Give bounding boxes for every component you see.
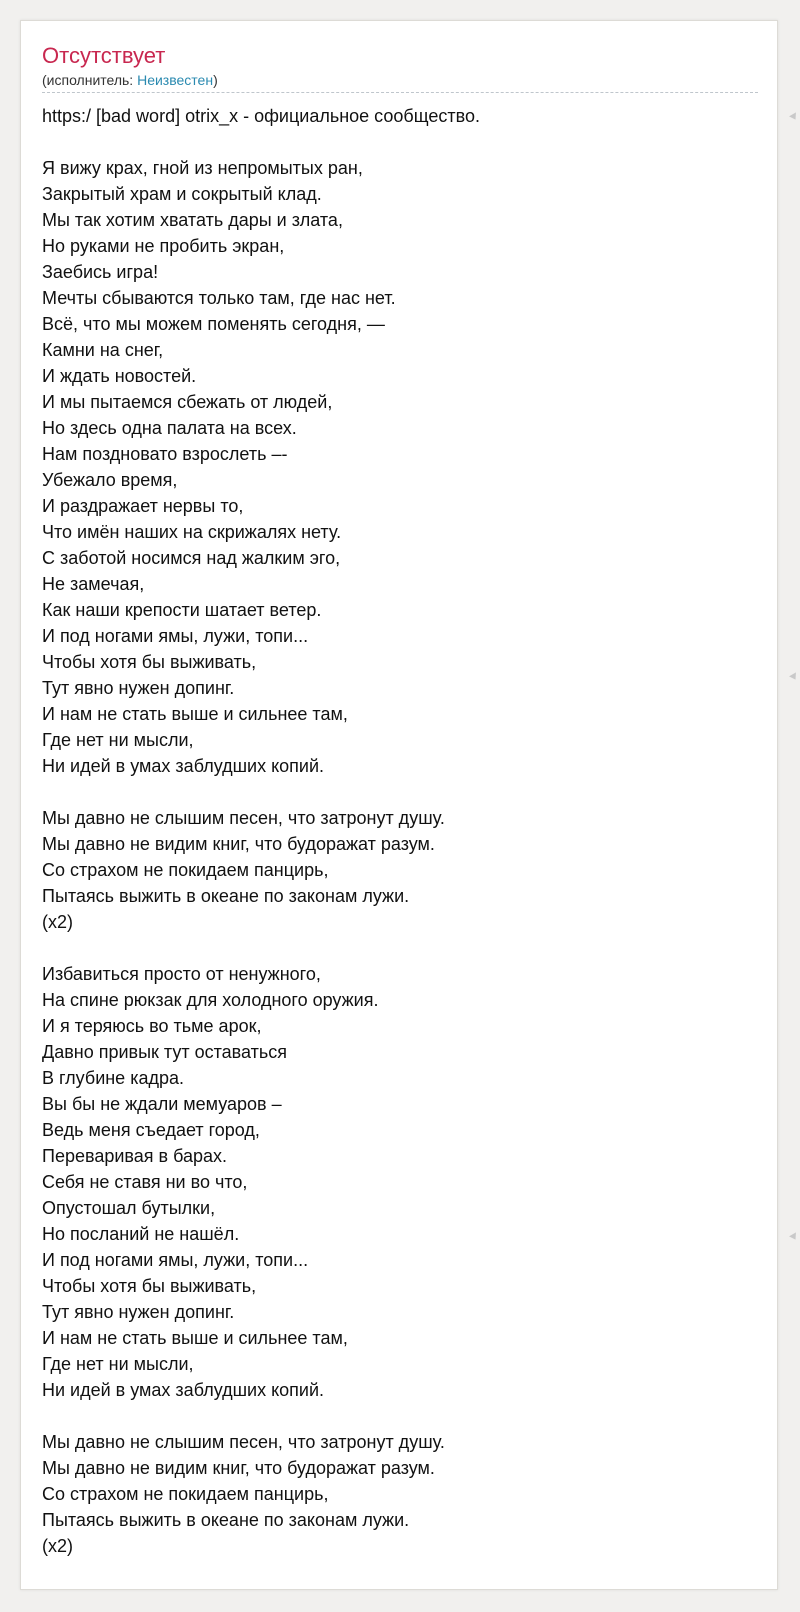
lyric-line: И нам не стать выше и сильнее там, — [42, 704, 348, 724]
lyric-line: Себя не ставя ни во что, — [42, 1172, 248, 1192]
scroll-arrow-icon — [789, 112, 799, 121]
lyric-line: Где нет ни мысли, — [42, 1354, 194, 1374]
lyric-line: В глубине кадра. — [42, 1068, 185, 1088]
lyric-line: Ни идей в умах заблудших копий. — [42, 756, 325, 776]
lyric-line: Чтобы хотя бы выживать, — [42, 652, 257, 672]
song-title: Отсутствует — [42, 43, 166, 68]
artist-line — [42, 72, 758, 93]
lyric-line: Мы так хотим хватать дары и злата, — [42, 210, 343, 230]
song-header — [42, 43, 758, 93]
lyric-line: Но руками не пробить экран, — [42, 236, 285, 256]
lyric-line: Вы бы не ждали мемуаров – — [42, 1094, 282, 1114]
lyric-line: Переваривая в барах. — [42, 1146, 228, 1166]
lyric-line: С заботой носимся над жалким эго, — [42, 548, 341, 568]
lyric-line: Тут явно нужен допинг. — [42, 1302, 235, 1322]
lyric-line: Заебись игра! — [42, 262, 159, 282]
lyric-line: Ни идей в умах заблудших копий. — [42, 1380, 325, 1400]
lyric-line: Как наши крепости шатает ветер. — [42, 600, 322, 620]
lyric-line: Убежало время, — [42, 470, 178, 490]
lyric-line: На спине рюкзак для холодного оружия. — [42, 990, 379, 1010]
lyric-line: Со страхом не покидаем панцирь, — [42, 860, 329, 880]
scroll-arrow-icon — [789, 672, 799, 681]
artist-link[interactable]: Неизвестен — [137, 72, 214, 88]
lyric-line: И я теряюсь во тьме арок, — [42, 1016, 262, 1036]
lyric-line: Избавиться просто от ненужного, — [42, 964, 321, 984]
lyric-line: https:/ [bad word] otrix_x - официальное сообщество. — [42, 106, 480, 126]
lyric-line — [42, 935, 758, 961]
lyric-line — [42, 129, 758, 155]
lyric-line: И нам не стать выше и сильнее там, — [42, 1328, 348, 1348]
lyric-line: Мечты сбываются только там, где нас нет. — [42, 288, 396, 308]
lyric-line: Всё, что мы можем поменять сегодня, — — [42, 314, 385, 334]
lyric-line: Не замечая, — [42, 574, 145, 594]
artist-prefix: (исполнитель: — [42, 72, 138, 88]
artist-suffix: ) — [213, 72, 218, 88]
lyric-line: Что имён наших на скрижалях нету. — [42, 522, 342, 542]
lyric-line: Но здесь одна палата на всех. — [42, 418, 297, 438]
lyric-line — [42, 779, 758, 805]
lyric-line: Нам поздновато взрослеть –- — [42, 444, 288, 464]
lyric-line: Со страхом не покидаем панцирь, — [42, 1484, 329, 1504]
lyric-line: Тут явно нужен допинг. — [42, 678, 235, 698]
lyric-line: Где нет ни мысли, — [42, 730, 194, 750]
lyric-line: И под ногами ямы, лужи, топи... — [42, 626, 309, 646]
lyric-line: Закрытый храм и сокрытый клад. — [42, 184, 322, 204]
lyric-line: Мы давно не видим книг, что будоражат разум. — [42, 834, 435, 854]
lyrics-text — [42, 103, 758, 1559]
lyric-line: Мы давно не видим книг, что будоражат разум. — [42, 1458, 435, 1478]
lyric-line: И мы пытаемся сбежать от людей, — [42, 392, 333, 412]
lyric-line: И ждать новостей. — [42, 366, 197, 386]
lyric-line: И под ногами ямы, лужи, топи... — [42, 1250, 309, 1270]
lyric-line: Мы давно не слышим песен, что затронут душу. — [42, 1432, 445, 1452]
lyric-line: Пытаясь выжить в океане по законам лужи. — [42, 886, 410, 906]
lyric-line: Мы давно не слышим песен, что затронут душу. — [42, 808, 445, 828]
lyric-line: И раздражает нервы то, — [42, 496, 244, 516]
lyric-line — [42, 1403, 758, 1429]
lyric-line: Ведь меня съедает город, — [42, 1120, 260, 1140]
lyric-line: Давно привык тут оставаться — [42, 1042, 288, 1062]
lyric-line: Чтобы хотя бы выживать, — [42, 1276, 257, 1296]
lyrics-card — [20, 20, 778, 1590]
lyric-line: Но посланий не нашёл. — [42, 1224, 240, 1244]
lyric-line: (x2) — [42, 1536, 73, 1556]
lyric-line: Камни на снег, — [42, 340, 164, 360]
lyric-line: Опустошал бутылки, — [42, 1198, 216, 1218]
scroll-arrow-icon — [789, 1232, 799, 1241]
lyric-line: Я вижу крах, гной из непромытых ран, — [42, 158, 363, 178]
lyric-line: (x2) — [42, 912, 73, 932]
lyric-line: Пытаясь выжить в океане по законам лужи. — [42, 1510, 410, 1530]
